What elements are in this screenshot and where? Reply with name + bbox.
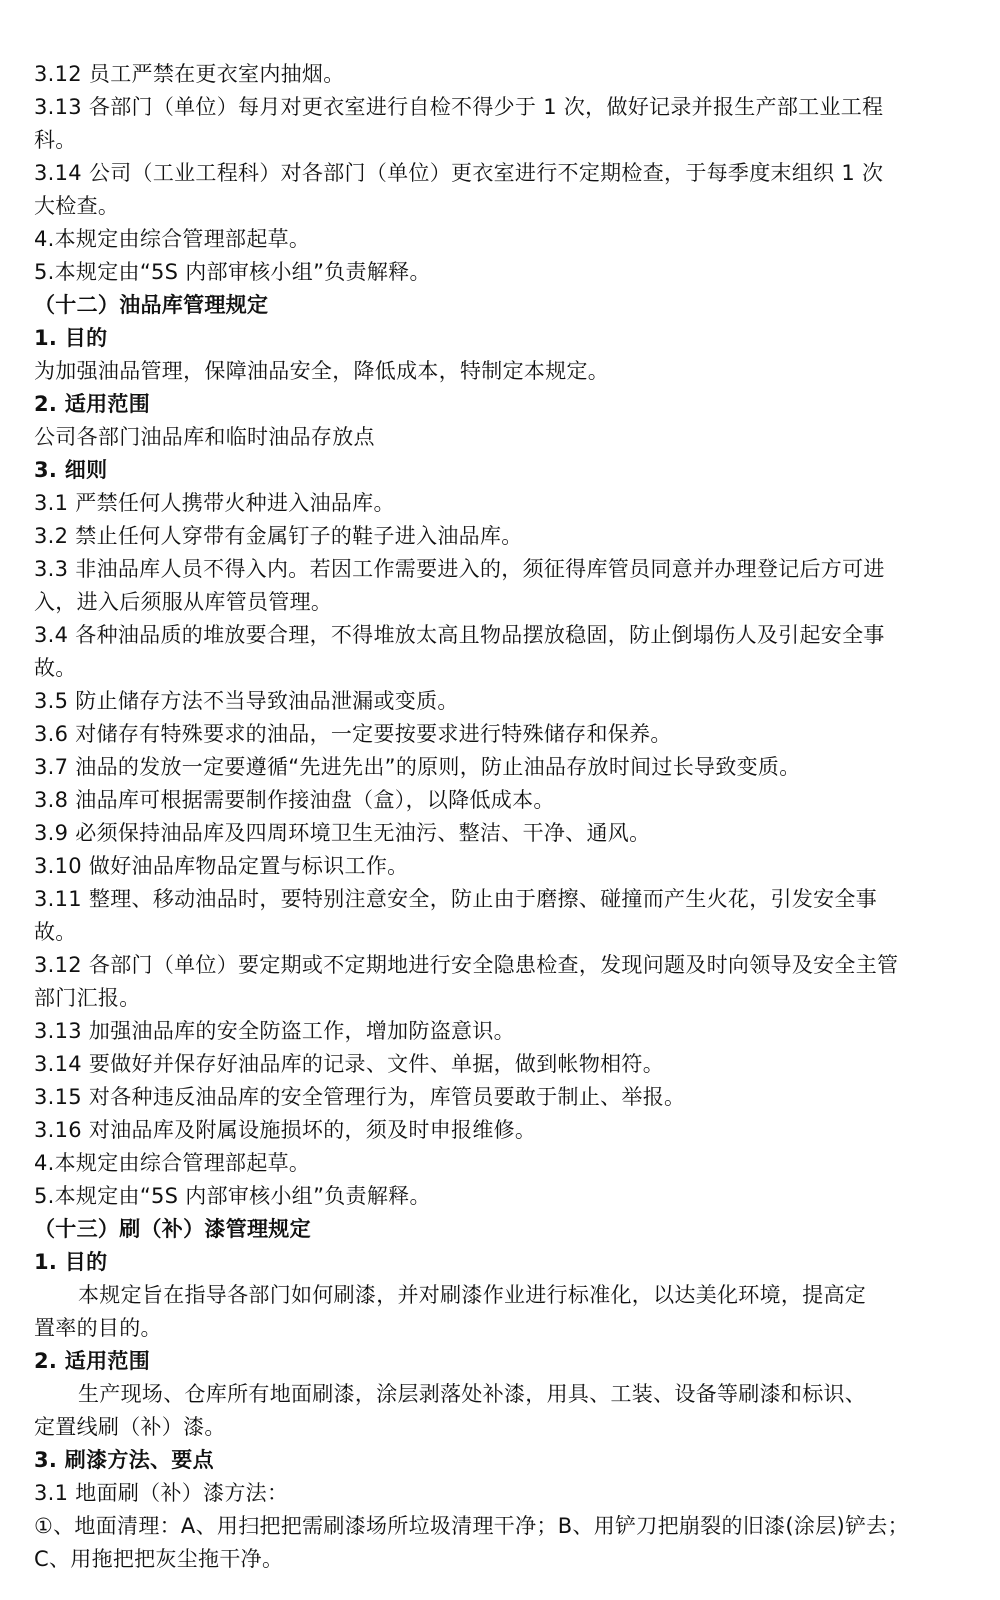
text-line: 3.10 做好油品库物品定置与标识工作。: [34, 854, 409, 878]
text-line: 置率的目的。: [34, 1316, 162, 1340]
text-line: 4.本规定由综合管理部起草。: [34, 1151, 311, 1175]
text-line: 3.7 油品的发放一定要遵循“先进先出”的原则，防止油品存放时间过长导致变质。: [34, 755, 801, 779]
text-line: 5.本规定由“5S 内部审核小组”负责解释。: [34, 260, 431, 284]
text-line: 3.4 各种油品质的堆放要合理，不得堆放太高且物品摆放稳固，防止倒塌伤人及引起安全事: [34, 623, 885, 647]
subsection-heading: 3. 刷漆方法、要点: [34, 1448, 214, 1472]
text-line: 故。: [34, 920, 77, 944]
text-line: 3.9 必须保持油品库及四周环境卫生无油污、整洁、干净、通风。: [34, 821, 651, 845]
text-line: 3.14 公司（工业工程科）对各部门（单位）更衣室进行不定期检查，于每季度末组织 1 次: [34, 161, 884, 185]
text-line: 定置线刷（补）漆。: [34, 1415, 226, 1439]
text-line: 公司各部门油品库和临时油品存放点: [34, 425, 375, 449]
subsection-heading: 1. 目的: [34, 1250, 108, 1274]
text-line: 3.15 对各种违反油品库的安全管理行为，库管员要敢于制止、举报。: [34, 1085, 686, 1109]
text-line: C、用拖把把灰尘拖干净。: [34, 1547, 284, 1571]
subsection-heading: 1. 目的: [34, 326, 108, 350]
text-line: 3.2 禁止任何人穿带有金属钉子的鞋子进入油品库。: [34, 524, 523, 548]
text-line: 3.16 对油品库及附属设施损坏的，须及时申报维修。: [34, 1118, 537, 1142]
text-line: 3.3 非油品库人员不得入内。若因工作需要进入的，须征得库管员同意并办理登记后方可进: [34, 557, 885, 581]
text-line: 3.5 防止储存方法不当导致油品泄漏或变质。: [34, 689, 459, 713]
text-line: 部门汇报。: [34, 986, 141, 1010]
text-line: 3.1 地面刷（补）漆方法：: [34, 1481, 289, 1505]
text-line: 3.12 各部门（单位）要定期或不定期地进行安全隐患检查，发现问题及时向领导及安全主管: [34, 953, 899, 977]
text-line: 3.6 对储存有特殊要求的油品，一定要按要求进行特殊储存和保养。: [34, 722, 672, 746]
text-line: 科。: [34, 128, 77, 152]
text-line: 3.1 严禁任何人携带火种进入油品库。: [34, 491, 395, 515]
text-line: 为加强油品管理，保障油品安全，降低成本，特制定本规定。: [34, 359, 610, 383]
section-heading: （十三）刷（补）漆管理规定: [34, 1217, 311, 1241]
text-line: ①、地面清理：A、用扫把把需刷漆场所垃圾清理干净；B、用铲刀把崩裂的旧漆(涂层)铲去；: [34, 1514, 909, 1538]
text-line: 入，进入后须服从库管员管理。: [34, 590, 333, 614]
text-line: 3.13 加强油品库的安全防盗工作，增加防盗意识。: [34, 1019, 515, 1043]
text-line: 3.14 要做好并保存好油品库的记录、文件、单据，做到帐物相符。: [34, 1052, 665, 1076]
subsection-heading: 2. 适用范围: [34, 1349, 150, 1373]
text-line: 3.12 员工严禁在更衣室内抽烟。: [34, 62, 345, 86]
text-line: 4.本规定由综合管理部起草。: [34, 227, 311, 251]
document-page: [34, 58, 960, 1576]
text-line: 本规定旨在指导各部门如何刷漆，并对刷漆作业进行标准化，以达美化环境，提高定: [78, 1283, 867, 1307]
section-heading: （十二）油品库管理规定: [34, 293, 269, 317]
text-line: 3.11 整理、移动油品时，要特别注意安全，防止由于磨擦、碰撞而产生火花，引发安全事: [34, 887, 878, 911]
subsection-heading: 2. 适用范围: [34, 392, 150, 416]
text-line: 大检查。: [34, 194, 120, 218]
text-line: 5.本规定由“5S 内部审核小组”负责解释。: [34, 1184, 431, 1208]
text-line: 生产现场、仓库所有地面刷漆，涂层剥落处补漆，用具、工装、设备等刷漆和标识、: [78, 1382, 867, 1406]
text-line: 3.8 油品库可根据需要制作接油盘（盒），以降低成本。: [34, 788, 555, 812]
text-line: 故。: [34, 656, 77, 680]
subsection-heading: 3. 细则: [34, 458, 108, 482]
text-line: 3.13 各部门（单位）每月对更衣室进行自检不得少于 1 次，做好记录并报生产部工业工程: [34, 95, 884, 119]
